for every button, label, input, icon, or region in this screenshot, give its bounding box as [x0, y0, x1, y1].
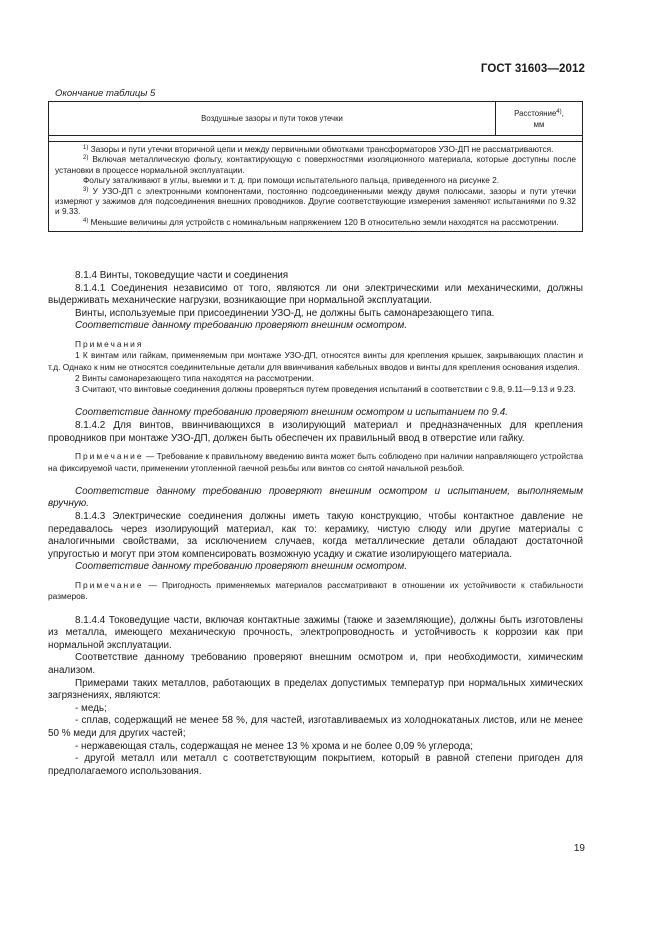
compliance-paragraph: Соответствие данному требованию проверяют внешним осмотром.: [75, 561, 408, 573]
table-footnote: $^{3)}$ У УЗО-ДП с электронными компонентами, постоянно подсоединенными между двумя полюсами, зазоры и пути утечки измеряют у зажимов для подсоединения внешних проводников. Другие соответствующие измерения заменяют испытаниями по 9.32 и 9.33.: [55, 185, 576, 217]
notes-title: Примечания: [75, 338, 144, 349]
page-number: 19: [573, 843, 585, 854]
note-item: 1 К винтам или гайкам, применяемым при монтаже УЗО-ДП, относятся винты для крепления крышек, закрывающих пластин и т.д. Однако к ним не относятся соединительные детали для ввинчивания кабельных вводов и винты для крепления основания изделия.: [48, 350, 583, 372]
table-header-row: [49, 102, 582, 136]
paragraph: 8.1.4.2 Для винтов, ввинчивающихся в изолирующий материал и предназначенных для крепления проводников при монтаже УЗО-ДП, должен быть обеспечен их правильный ввод в отверстие или гайку.: [48, 420, 583, 444]
list-item: - другой металл или металл с соответствующим покрытием, который в равной степени пригоден для предполагаемого использования.: [48, 753, 583, 777]
note-paragraph: Примечание — Пригодность применяемых материалов рассматривают в отношении их устойчивости к стабильности размеров.: [48, 579, 583, 602]
distance-label: Расстояние$^{4)}$,: [514, 108, 564, 118]
paragraph: Соответствие данному требованию проверяют внешним осмотром и, при необходимости, химическим анализом.: [48, 652, 583, 676]
note-paragraph: Примечание — Требование к правильному введению винта может быть соблюдено при наличии направляющего устройства на фиксируемой части, применении утопленной гаечной резьбы или винтов со снятой начальной резьбой.: [48, 451, 583, 473]
compliance-paragraph: Соответствие данному требованию проверяют внешним осмотром и испытанием, выполняемым вручную.: [48, 485, 583, 510]
paragraph: Винты, используемые при присоединении УЗО-Д, не должны быть самонарезающего типа.: [75, 307, 495, 319]
paragraph: 8.1.4.4 Токоведущие части, включая контактные зажимы (также и заземляющие), должны быть изготовлены из металла, имеющего механическую прочность, электропроводность и устойчивость к коррозии как при нормальной эксплуатации.: [48, 614, 583, 651]
list-item: - нержавеющая сталь, содержащая не менее 13 % хрома и не более 0,09 % углерода;: [75, 740, 473, 752]
list-item: - медь;: [75, 702, 107, 714]
table-footnote: $^{4)}$ Меньшие величины для устройств с номинальным напряжением 120 В относительно земли находятся на рассмотрении.: [83, 216, 559, 227]
table-header-distance: [496, 102, 582, 135]
table-footnote: Фольгу заталкивают в углы, выемки и т. д. при помощи испытательного пальца, приведенного на рисунке 2.: [83, 175, 500, 186]
compliance-paragraph: Соответствие данному требованию проверяют внешним осмотром.: [75, 320, 408, 332]
table-footnotes: [49, 142, 582, 231]
table-footnote: $^{2)}$ Включая металлическую фольгу, контактирующую с поверхностями изоляционного материала, которые доступны после установки в процессе нормальной эксплуатации.: [55, 154, 576, 175]
paragraph: Примерами таких металлов, работающих в пределах допустимых температур при нормальных химических загрязнениях, являются:: [48, 677, 583, 702]
table-5-end: [48, 101, 583, 232]
table-caption: Окончание таблицы 5: [55, 88, 156, 99]
paragraph: 8.1.4.1 Соединения независимо от того, являются ли они электрическими или механическими, должны выдерживать механические нагрузки, возникающие при нормальной эксплуатации.: [48, 282, 583, 307]
section-heading: 8.1.4 Винты, токоведущие части и соединения: [75, 270, 289, 281]
table-header-clearances: Воздушные зазоры и пути токов утечки: [49, 102, 496, 135]
note-item: 3 Считают, что винтовые соединения должны проверяться путем проведения испытаний в соответствии с 9.8, 9.11—9.13 и 9.23.: [75, 384, 576, 395]
compliance-paragraph: Соответствие данному требованию проверяют внешним осмотром и испытанием по 9.4.: [75, 407, 508, 419]
standard-number: ГОСТ 31603—2012: [480, 63, 585, 75]
table-footnote: $^{1)}$ Зазоры и пути утечки вторичной цепи и между первичными обмотками трансформаторов УЗО-ДП не рассматриваются.: [83, 144, 554, 154]
list-item: - сплав, содержащий не менее 58 %, для частей, изготавливаемых из холоднокатаных листов, или не менее 50 % меди для других частей;: [48, 715, 583, 739]
main-text: [48, 270, 583, 778]
distance-unit: мм: [533, 119, 545, 129]
paragraph: 8.1.4.3 Электрические соединения должны иметь такую конструкцию, чтобы контактное давление не передавалось через изолирующий материал, как то: керамику, чистую слюду или другие материалы с аналогичными свойствами, за исключением случаев, когда металлические детали обладают достаточной упругостью и могут при этом компенсировать возможную усадку и сжатие изолирующего материала.: [48, 511, 583, 560]
note-item: 2 Винты самонарезающего типа находятся на рассмотрении.: [75, 372, 314, 383]
